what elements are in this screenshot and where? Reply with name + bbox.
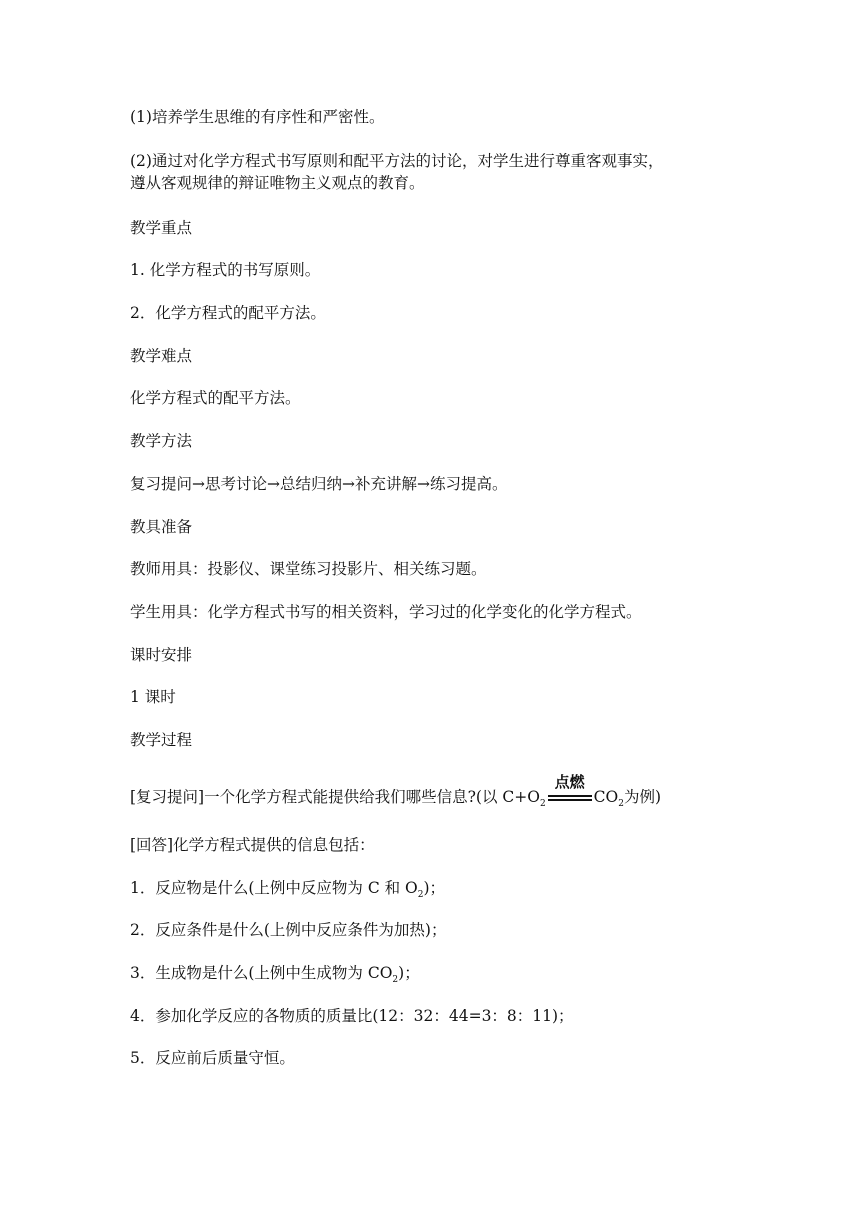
review-question bbox=[130, 773, 750, 811]
review-suffix: 为例) bbox=[623, 788, 662, 806]
answer-5: 5．反应前后质量守恒。 bbox=[130, 1049, 295, 1067]
condition-label: 点燃 bbox=[554, 773, 585, 791]
reaction-condition-arrow bbox=[548, 773, 592, 808]
answer-1-subscript: 2 bbox=[417, 890, 424, 900]
answer-4: 4．参加化学反应的各物质的质量比(12：32：44=3：8：11)； bbox=[130, 1007, 574, 1025]
objective-line-2: (2)通过对化学方程式书写原则和配平方法的讨论，对学生进行尊重客观事实， bbox=[130, 152, 664, 170]
answer-1 bbox=[130, 877, 750, 902]
answer-3 bbox=[130, 962, 750, 987]
objective-line-1: (1)培养学生思维的有序性和严密性。 bbox=[130, 108, 385, 126]
answer-1-suffix: )； bbox=[423, 879, 446, 897]
key-point-1: 1. 化学方程式的书写原则。 bbox=[130, 261, 321, 279]
time-1: 1 课时 bbox=[130, 688, 176, 706]
method-1: 复习提问→思考讨论→总结归纳→补充讲解→练习提高。 bbox=[130, 475, 508, 493]
answer-intro: [回答]化学方程式提供的信息包括： bbox=[130, 836, 375, 854]
heading-key-points: 教学重点 bbox=[130, 219, 193, 237]
heading-time: 课时安排 bbox=[130, 646, 193, 664]
heading-process: 教学过程 bbox=[130, 731, 193, 749]
review-prefix: [复习提问]一个化学方程式能提供给我们哪些信息?(以 C+O bbox=[130, 788, 540, 806]
heading-tools: 教具准备 bbox=[130, 518, 193, 536]
tools-teacher: 教师用具：投影仪、课堂练习投影片、相关练习题。 bbox=[130, 560, 487, 578]
review-o2-subscript: 2 bbox=[539, 799, 546, 809]
answer-3-subscript: 2 bbox=[392, 975, 399, 985]
review-product: CO bbox=[593, 788, 619, 806]
difficulty-1: 化学方程式的配平方法。 bbox=[130, 389, 301, 407]
review-co2-subscript: 2 bbox=[618, 799, 624, 809]
answer-3-suffix: )； bbox=[398, 964, 420, 982]
answer-3-text: 3．生成物是什么(上例中生成物为 CO bbox=[130, 964, 393, 982]
heading-method: 教学方法 bbox=[130, 432, 193, 450]
key-point-2: 2．化学方程式的配平方法。 bbox=[130, 304, 326, 322]
answer-1-text: 1．反应物是什么(上例中反应物为 C 和 O bbox=[130, 879, 418, 897]
answer-2: 2．反应条件是什么(上例中反应条件为加热)； bbox=[130, 921, 447, 939]
objective-line-2-cont: 遵从客观规律的辩证唯物主义观点的教育。 bbox=[130, 174, 425, 192]
tools-student: 学生用具：化学方程式书写的相关资料，学习过的化学变化的化学方程式。 bbox=[130, 603, 642, 621]
heading-difficulty: 教学难点 bbox=[130, 347, 193, 365]
